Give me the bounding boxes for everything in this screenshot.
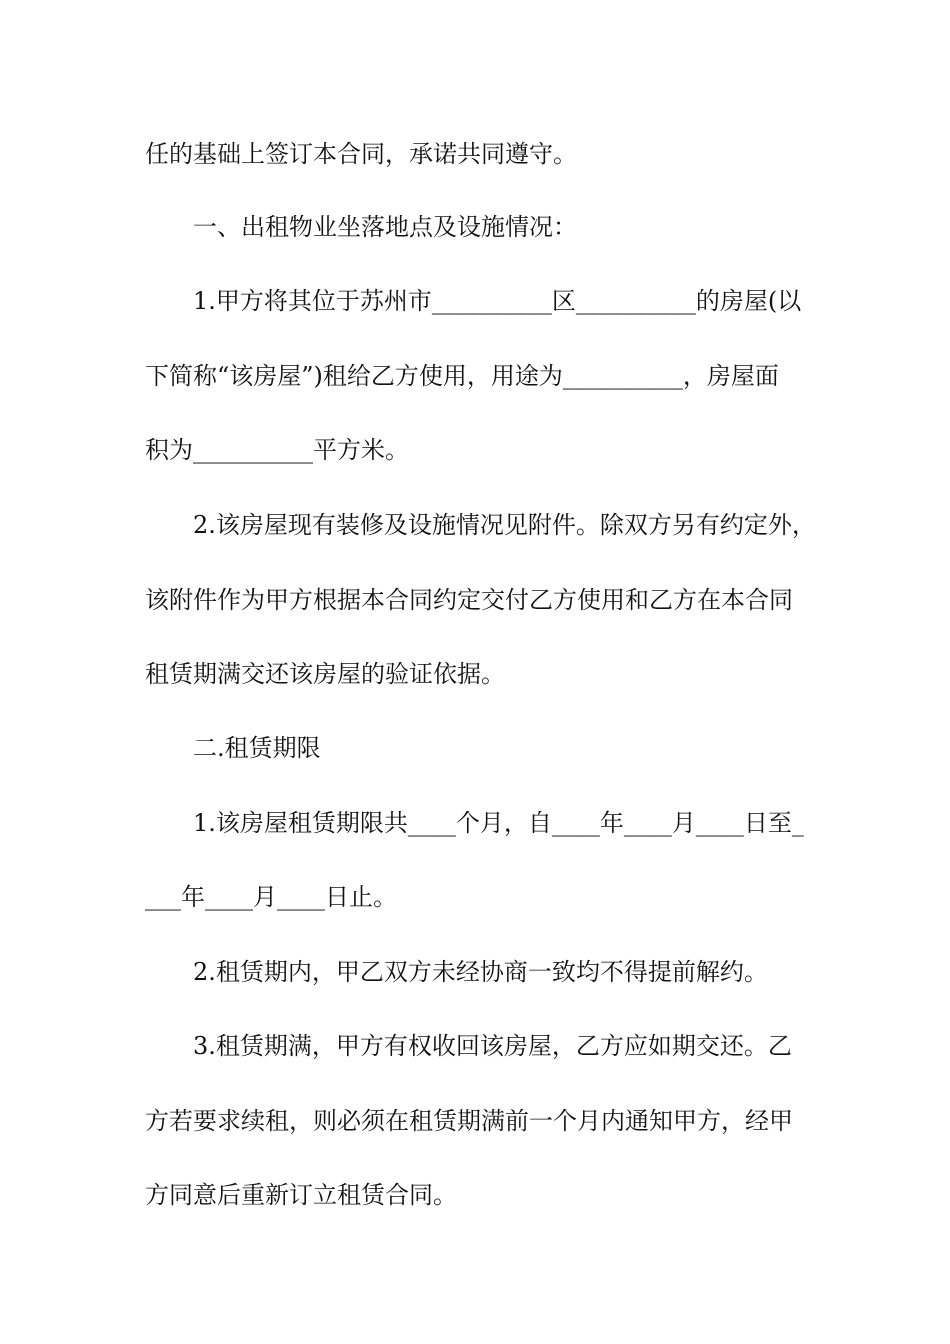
clause-1-1-line-2: 下简称“该房屋”)租给乙方使用，用途为__________，房屋面 <box>145 362 779 390</box>
clause-1-2-line-1: 2.该房屋现有装修及设施情况见附件。除双方另有约定外， <box>193 511 816 539</box>
clause-1-1-line-1: 1.甲方将其位于苏州市__________区__________的房屋(以 <box>193 287 802 315</box>
text-line-1: 任的基础上签订本合同，承诺共同遵守。 <box>145 140 577 168</box>
clause-2-2-line-1: 2.租赁期内，甲乙双方未经协商一致均不得提前解约。 <box>193 958 768 986</box>
section-heading-1: 一、出租物业坐落地点及设施情况： <box>193 213 577 241</box>
clause-2-3-line-3: 方同意后重新订立租赁合同。 <box>145 1181 457 1209</box>
clause-1-2-line-2: 该附件作为甲方根据本合同约定交付乙方使用和乙方在本合同 <box>145 586 793 614</box>
clause-1-2-line-3: 租赁期满交还该房屋的验证依据。 <box>145 660 505 688</box>
section-heading-2: 二.租赁期限 <box>193 734 321 762</box>
clause-2-1-line-1: 1.该房屋租赁期限共____个月，自____年____月____日至_ <box>193 809 804 837</box>
clause-2-3-line-1: 3.租赁期满，甲方有权收回该房屋，乙方应如期交还。乙 <box>193 1032 792 1060</box>
clause-2-3-line-2: 方若要求续租，则必须在租赁期满前一个月内通知甲方，经甲 <box>145 1107 793 1135</box>
clause-2-1-line-2: ___年____月____日止。 <box>145 883 397 911</box>
clause-1-1-line-3: 积为__________平方米。 <box>145 436 409 464</box>
